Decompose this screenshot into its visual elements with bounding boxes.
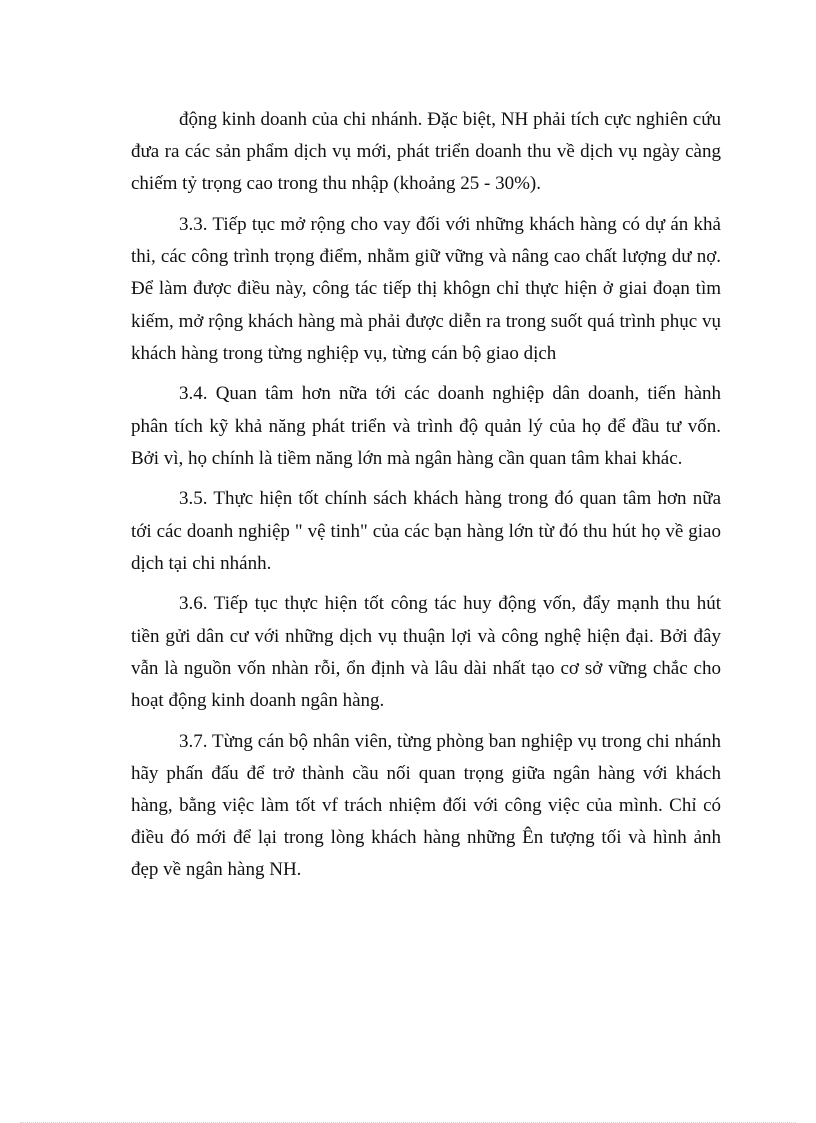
- paragraph-3-5: 3.5. Thực hiện tốt chính sách khách hàng trong đó quan tâm hơn nữa tới các doanh nghiệp " vệ tinh" của các bạn hàng lớn từ đó thu hút họ về giao dịch tại chi nhánh.: [131, 488, 721, 574]
- paragraph-3-4: 3.4. Quan tâm hơn nữa tới các doanh nghiệp dân doanh, tiến hành phân tích kỹ khả năng phát triển và trình độ quản lý của họ để đầu tư vốn. Bởi vì, họ chính là tiềm năng lớn mà ngân hàng cần quan tâm khai khác.: [131, 383, 721, 469]
- paragraph-3-7: 3.7. Từng cán bộ nhân viên, từng phòng ban nghiệp vụ trong chi nhánh hãy phấn đấu để trở thành cầu nối quan trọng giữa ngân hàng với khách hàng, bằng việc làm tốt vf trách nhiệm đối với công việc của mình. Chỉ có điều đó mới để lại trong lòng khách hàng những Ên tượng tối và hình ảnh đẹp về ngân hàng NH.: [131, 730, 721, 881]
- paragraph-3-3: 3.3. Tiếp tục mở rộng cho vay đối với những khách hàng có dự án khả thi, các công trình trọng điểm, nhằm giữ vững và nâng cao chất lượng dư nợ. Để làm được điều này, công tác tiếp thị khôgn chỉ thực hiện ở giai đoạn tìm kiếm, mở rộng khách hàng mà phải được diễn ra trong suốt quá trình phục vụ khách hàng trong từng nghiệp vụ, từng cán bộ giao dịch: [131, 214, 721, 364]
- paragraph-continuation: động kinh doanh của chi nhánh. Đặc biệt, NH phải tích cực nghiên cứu đưa ra các sản phẩm dịch vụ mới, phát triển doanh thu về dịch vụ ngày càng chiếm tỷ trọng cao trong thu nhập (khoảng 25 - 30%).: [131, 109, 721, 195]
- paragraph-3-6: 3.6. Tiếp tục thực hiện tốt công tác huy động vốn, đẩy mạnh thu hút tiền gửi dân cư với những dịch vụ thuận lợi và công nghệ hiện đại. Bởi đây vẫn là nguồn vốn nhàn rỗi, ổn định và lâu dài nhất tạo cơ sở vững chắc cho hoạt động kinh doanh ngân hàng.: [131, 593, 721, 712]
- document-body: [131, 104, 721, 895]
